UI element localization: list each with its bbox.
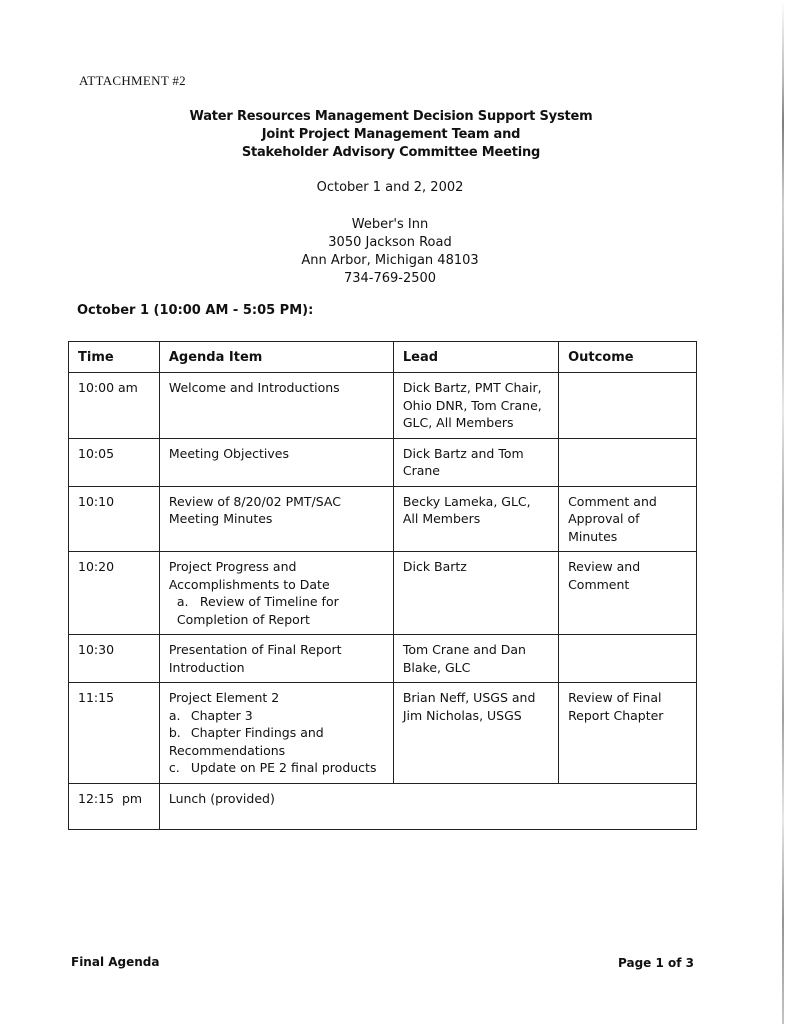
cell-item: Lunch (provided): [159, 783, 696, 829]
venue-city: Ann Arbor, Michigan 48103: [301, 253, 479, 268]
subitem: [169, 593, 384, 628]
cell-time: 10:20: [69, 552, 160, 635]
subitem-label: a.: [168, 707, 181, 723]
cell-time: 11:15: [69, 683, 160, 784]
cell-time: 10:00 am: [69, 373, 160, 439]
cell-time: 12:15 pm: [69, 783, 160, 829]
item-text: Project Progress and Accomplishments to Date: [168, 559, 330, 592]
cell-item: [159, 683, 393, 784]
cell-time: 10:30: [69, 635, 160, 683]
cell-outcome: [559, 373, 697, 439]
venue-phone: 734-769-2500: [343, 271, 437, 286]
venue-block: [0, 216, 780, 288]
subitem-text: Chapter Findings and Recommendations: [168, 725, 324, 758]
cell-item: Welcome and Introductions: [159, 373, 393, 439]
agenda-table: [68, 341, 697, 830]
venue-street: 3050 Jackson Road: [328, 235, 452, 250]
title-line-1: Water Resources Management Decision Support System: [189, 109, 593, 124]
cell-lead: Tom Crane and Dan Blake, GLC: [393, 635, 558, 683]
cell-item: Presentation of Final Report Introduction: [159, 635, 393, 683]
subitem-label: c.: [168, 760, 180, 775]
scan-edge-artifact: [782, 0, 784, 1024]
subitem: [169, 759, 384, 777]
subitem-label: a.: [176, 594, 189, 609]
cell-lead: Dick Bartz, PMT Chair, Ohio DNR, Tom Crane, GLC, All Members: [393, 373, 558, 439]
document-title: [0, 108, 782, 162]
cell-time: 10:10: [69, 486, 160, 552]
table-row: [69, 486, 697, 552]
cell-outcome: Review and Comment: [559, 552, 697, 635]
cell-item: Meeting Objectives: [159, 438, 393, 486]
table-row: [69, 373, 697, 439]
table-row: [69, 683, 697, 784]
cell-lead: Brian Neff, USGS and Jim Nicholas, USGS: [393, 683, 558, 784]
header-lead: Lead: [393, 342, 558, 373]
subitem-text: Review of Timeline for Completion of Report: [176, 594, 339, 627]
cell-lead: Dick Bartz and Tom Crane: [393, 438, 558, 486]
footer-document-label: Final Agenda: [71, 955, 160, 969]
header-agenda-item: Agenda Item: [159, 342, 393, 373]
venue-name: Weber's Inn: [351, 217, 429, 232]
title-line-2: Joint Project Management Team and: [261, 127, 521, 142]
subitem-text: Update on PE 2 final products: [190, 760, 377, 775]
table-row: [69, 438, 697, 486]
cell-outcome: Review of Final Report Chapter: [559, 683, 697, 784]
meeting-dates: October 1 and 2, 2002: [316, 180, 464, 195]
cell-time: 10:05: [69, 438, 160, 486]
header-time: Time: [69, 342, 160, 373]
title-line-3: Stakeholder Advisory Committee Meeting: [241, 145, 541, 160]
cell-outcome: Comment and Approval of Minutes: [559, 486, 697, 552]
day-heading: October 1 (10:00 AM - 5:05 PM):: [77, 303, 314, 318]
table-header-row: [69, 342, 697, 373]
subitem-label: b.: [168, 725, 181, 740]
subitem: [169, 707, 384, 725]
cell-item: Review of 8/20/02 PMT/SAC Meeting Minutes: [159, 486, 393, 552]
subitem-text: Chapter 3: [190, 707, 253, 723]
header-outcome: Outcome: [559, 342, 697, 373]
attachment-label: ATTACHMENT #2: [79, 73, 186, 88]
page-number: Page 1 of 3: [618, 956, 694, 970]
cell-lead: Dick Bartz: [393, 552, 558, 635]
cell-item: [159, 552, 393, 635]
cell-lead: Becky Lameka, GLC, All Members: [393, 486, 558, 552]
subitem: [169, 724, 384, 759]
cell-outcome: [559, 635, 697, 683]
table-row: [69, 783, 697, 829]
item-text: Project Element 2: [168, 690, 280, 705]
table-row: [69, 552, 697, 635]
cell-outcome: [559, 438, 697, 486]
table-row: [69, 635, 697, 683]
